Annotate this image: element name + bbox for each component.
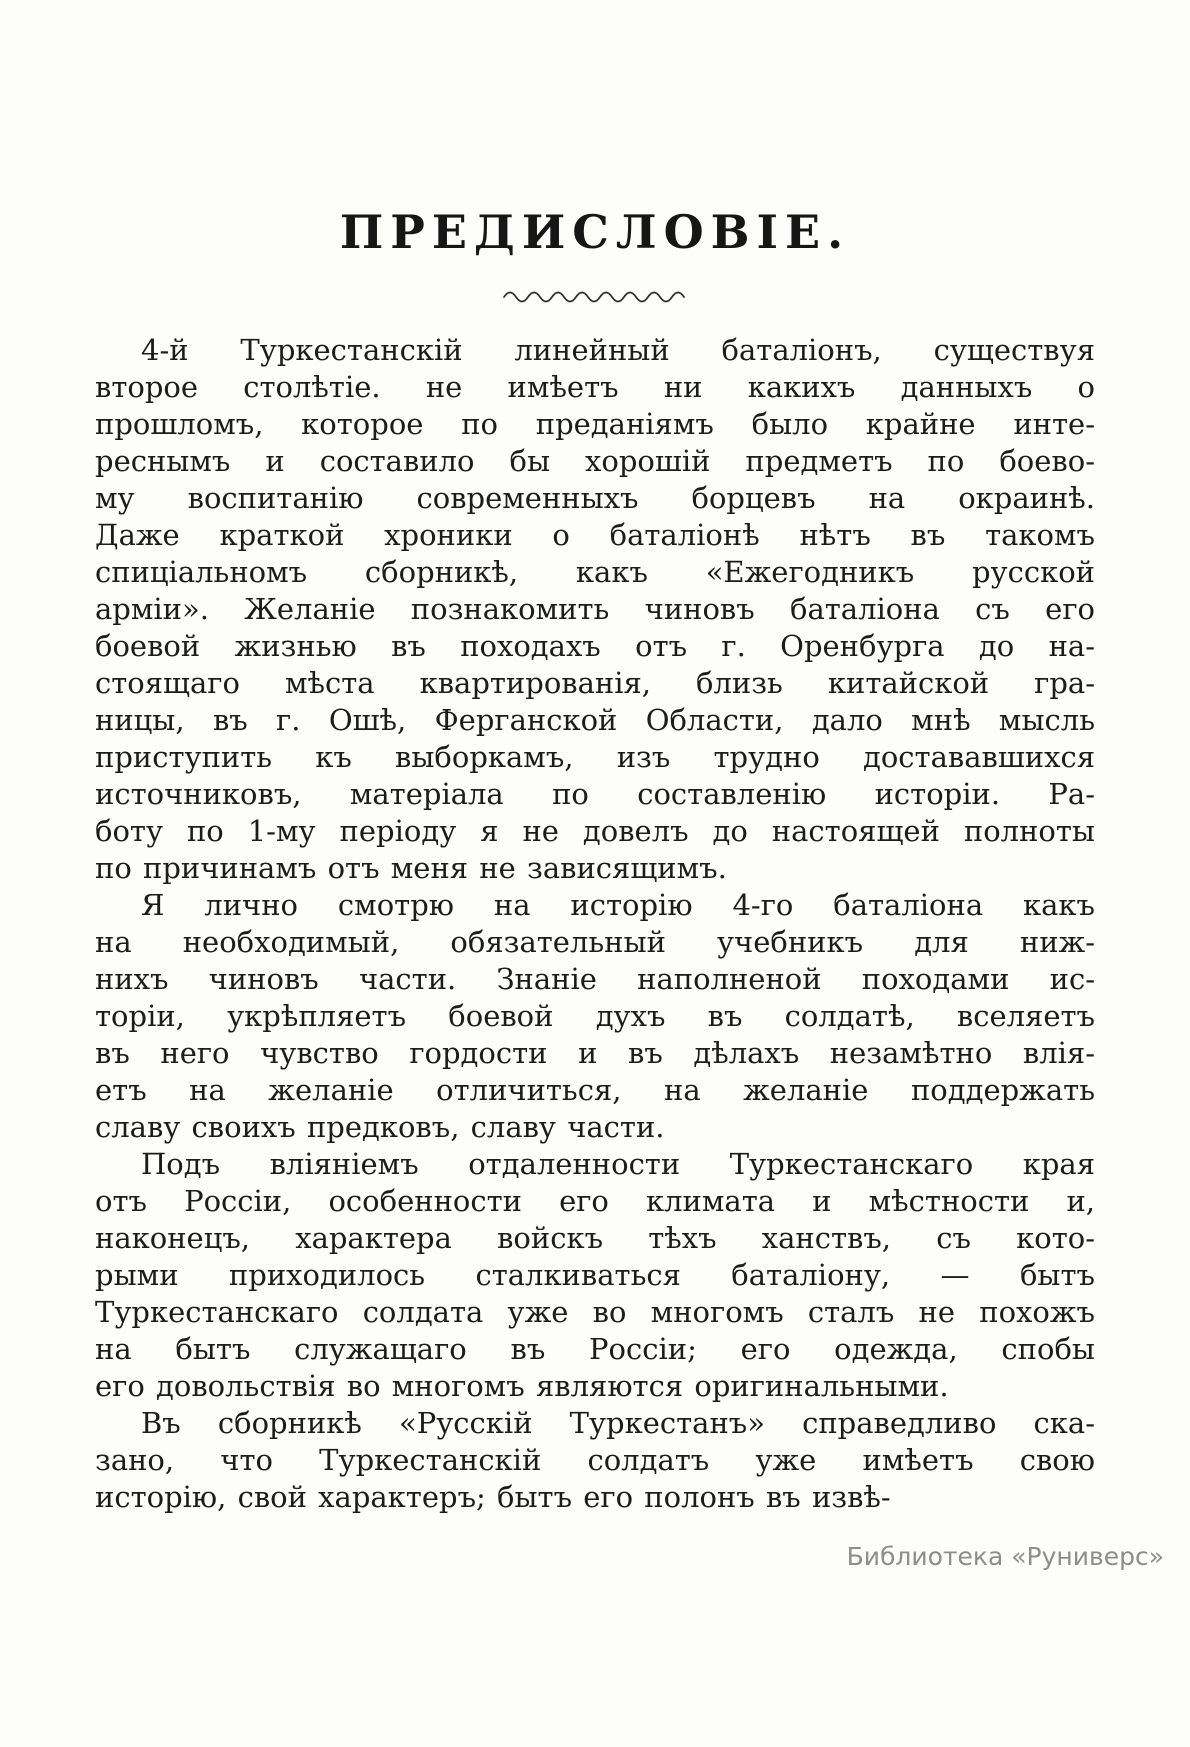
text-line: рыми приходилось сталкиваться баталіону, — бытъ — [95, 1258, 1095, 1292]
text-line: Я лично смотрю на исторію 4-го баталіона какъ — [141, 888, 1095, 922]
text-line: боевой жизнью въ походахъ отъ г. Оренбурга до на- — [95, 629, 1095, 663]
text-line: ницы, въ г. Ошѣ, Ферганской Области, дало мнѣ мысль — [95, 703, 1095, 737]
text-line: Даже краткой хроники о баталіонѣ нѣтъ въ такомъ — [95, 518, 1095, 552]
paragraph — [95, 1146, 1095, 1405]
text-line: второе столѣтіе. не имѣетъ ни какихъ данныхъ о — [95, 370, 1095, 404]
decorative-flourish — [0, 286, 1190, 308]
text-line: исторію, свой характеръ; бытъ его полонъ въ извѣ- — [95, 1480, 891, 1514]
text-line: реснымъ и составило бы хорошій предметъ по боево- — [95, 444, 1095, 478]
text-line: отъ Россіи, особенности его климата и мѣстности и, — [95, 1184, 1095, 1218]
text-line: зано, что Туркестанскій солдатъ уже имѣетъ свою — [95, 1443, 1095, 1477]
text-line: источниковъ, матеріала по составленію исторіи. Ра- — [95, 777, 1095, 811]
text-line: прошломъ, которое по преданіямъ было крайне инте- — [95, 407, 1095, 441]
text-line: его довольствія во многомъ являются оригинальными. — [95, 1369, 949, 1403]
text-line: арміи». Желаніе познакомить чиновъ баталіона съ его — [95, 592, 1095, 626]
body-text — [95, 332, 1095, 1516]
text-line: боту по 1-му періоду я не довелъ до настоящей полноты — [95, 814, 1095, 848]
text-line: му воспитанію современныхъ борцевъ на окраинѣ. — [95, 481, 1095, 515]
text-line: Подъ вліяніемъ отдаленности Туркестанскаго края — [141, 1147, 1095, 1181]
text-line: Туркестанскаго солдата уже во многомъ сталъ не похожъ — [95, 1295, 1095, 1329]
text-line: въ него чувство гордости и въ дѣлахъ незамѣтно влія- — [95, 1036, 1095, 1070]
page-title: ПРЕДИСЛОВІЕ. — [339, 205, 851, 259]
paragraph — [95, 887, 1095, 1146]
text-line: спиціальномъ сборникѣ, какъ «Ежегодникъ русской — [95, 555, 1095, 589]
flourish-squiggle-icon — [500, 286, 690, 304]
text-line: приступить къ выборкамъ, изъ трудно достававшихся — [95, 740, 1095, 774]
text-line: по причинамъ отъ меня не зависящимъ. — [95, 851, 727, 885]
text-line: стоящаго мѣста квартированія, близь китайской гра- — [95, 666, 1095, 700]
paragraph — [95, 1405, 1095, 1516]
text-line: на необходимый, обязательный учебникъ для ниж- — [95, 925, 1095, 959]
paragraph — [95, 332, 1095, 887]
text-line: 4-й Туркестанскій линейный баталіонъ, существуя — [141, 333, 1095, 367]
text-line: на бытъ служащаго въ Россіи; его одежда, спобы — [95, 1332, 1095, 1366]
text-line: нихъ чиновъ части. Знаніе наполненой походами ис- — [95, 962, 1095, 996]
text-line: торіи, укрѣпляетъ боевой духъ въ солдатѣ, вселяетъ — [95, 999, 1095, 1033]
text-line: славу своихъ предковъ, славу части. — [95, 1110, 665, 1144]
text-line: наконецъ, характера войскъ тѣхъ ханствъ, съ кото- — [95, 1221, 1095, 1255]
text-line: етъ на желаніе отличиться, на желаніе поддержать — [95, 1073, 1095, 1107]
text-line: Въ сборникѣ «Русскій Туркестанъ» справедливо ска- — [141, 1406, 1095, 1440]
library-watermark: Библиотека «Руниверс» — [846, 1542, 1164, 1571]
